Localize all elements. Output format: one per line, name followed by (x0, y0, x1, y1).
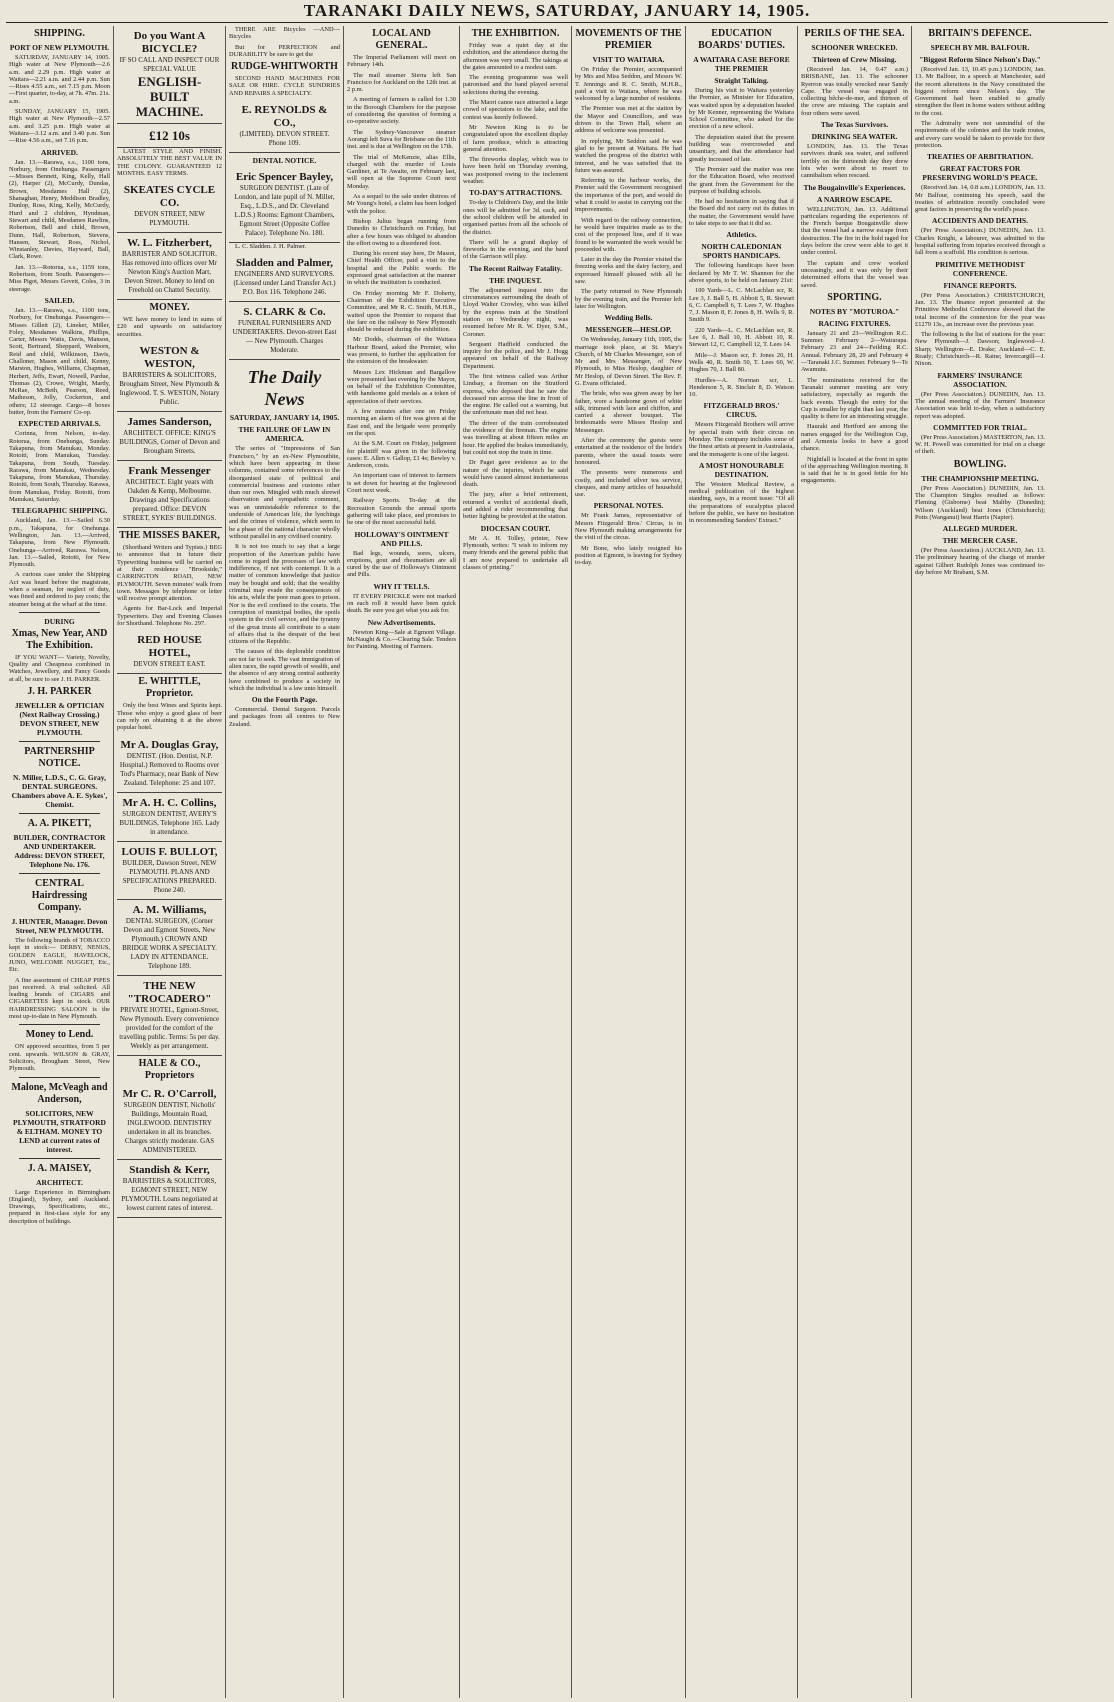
advertisement (117, 233, 222, 300)
headline: CENTRAL Hairdressing Company. (31, 878, 88, 914)
masthead-rule (6, 22, 1108, 23)
article-paragraph: Railway Sports. To-day at the Recreation Grounds the annual sports gathering will take place, and promises to be one of the most successful held. (347, 497, 456, 527)
advertisement-body: BARRISTER AND SOLICITOR. Has removed into offices over Mr Newton King's Auction Mart, Devon Street. Money to lend on Freehold on Chattel Security. (122, 250, 217, 295)
article-paragraph: L. C. Sladden. J. H. Palmer. (235, 243, 307, 251)
headline: J. H. PARKER (27, 686, 92, 698)
subheadline: "Biggest Reform Since Nelson's Day." (919, 55, 1041, 64)
subheadline: SCHOONER WRECKED. (811, 43, 898, 52)
advertisement-body: ARCHITECT. OFFICE: KING'S BUILDINGS, Corner of Devon and Brougham Streets. (119, 429, 220, 456)
article-paragraph: The adjourned inquest into the circumstances surrounding the death of Lloyd Walter Crowley, who was killed by the express train at the Stratford station on Wednesday night, was resumed before Mr R. W. Dyer, S.M., Coroner. (463, 286, 568, 338)
column-6 (572, 26, 686, 1698)
column-divider (19, 873, 100, 874)
advertisement (117, 1160, 222, 1218)
headline: LOCAL AND GENERAL. (372, 28, 431, 51)
advertisement-body: BARRISTERS & SOLICITORS, Brougham Street, New Plymouth & Inglewood. T. S. WESTON, Notary Public. (119, 371, 220, 407)
subheadline: NOTES BY "MOTUROA." (809, 306, 900, 316)
article-paragraph: The mail steamer Sierra left San Francisco for Auckland on the 12th inst. at 2 p.m. (347, 71, 456, 94)
subheadline: COMMITTED FOR TRIAL. (933, 422, 1027, 432)
article-paragraph: WE have money to lend in sums of £20 and upwards on satisfactory securities. (117, 316, 222, 338)
article-paragraph: SATURDAY, JANUARY 14, 1905. High water at New Plymouth—2.6 a.m. and 2.29 p.m. High water at Waitara—2.21 a.m. and 2.44 p.m. Sun—Rises 4.55 a.m., set 7.15 p.m. Moon—First quarter, to-day, at 7h. 47m. 21s. a.m. (9, 54, 110, 105)
advertisement-heading: SKEATES CYCLE CO. (123, 184, 216, 210)
article-paragraph: LATEST STYLE AND FINISH. ABSOLUTELY THE BEST VALUE IN THE COLONY. GUARANTEED 12 MONTHS. EASY TERMS. (117, 148, 222, 177)
column-divider (19, 741, 100, 742)
article-paragraph: The evening programme was well patronised and the band played several selections during the evening. (463, 74, 568, 96)
article-paragraph: The fireworks display, which was to have been held on Thursday evening, was postponed owing to the inclement weather. (463, 156, 568, 186)
article-paragraph: To-day is Children's Day, and the little ones will be admitted for 3d. each, and the school children will be attended in organised parties from all the schools of the district. (463, 199, 568, 236)
headline: Malone, McVeagh and Anderson, (11, 1081, 108, 1105)
subheadline: ARCHITECT. (36, 1177, 83, 1187)
column-divider (19, 1158, 100, 1159)
article-paragraph: Mr A. H. Tolley, printer, New Plymouth, writes: "I wish to inform my many friends and the general public that I am now prepared to undertake all classes of printing." (463, 534, 568, 571)
article-paragraph: The first witness called was Arthur Lindsay, a fireman on the Stratford express, who deposed that he saw the deceased run across the line in front of the engine. He called out a warning, but the unfortunate man did not hear. (463, 372, 568, 417)
subheadline: EXPECTED ARRIVALS. (18, 419, 101, 429)
headline: Money to Lend. (25, 1029, 94, 1041)
article-paragraph: The series of "Impressions of San Francisco," by an ex-New Plymouthite, which have been appearing in these columns, contained some references to the disorganised state of political and commercial business and customs other than our own. Mingled with much shrewd observation and sympathetic comment, was an unmistakable reference to the underside of American life, the lynchings and the crimes of violence, which seem to be a phase of the national character wholly without parallel in any civilised country. (229, 445, 340, 540)
advertisement (117, 842, 222, 900)
article-paragraph: Only the best Wines and Spirits kept. Those who enjoy a good glass of beer can rely on obtaining it at the above popular hotel. (117, 702, 222, 732)
advertisement (229, 167, 340, 243)
columns-container (6, 26, 1108, 1698)
subheadline: On the Fourth Page. (251, 695, 318, 705)
advertisement-heading: Frank Messenger (128, 465, 211, 478)
advertisement-heading: £12 10s (149, 128, 190, 143)
advertisement-heading: Mr A. H. C. Collins, (122, 796, 217, 809)
article-paragraph: The trial of McKenzie, alias Ellis, charged with the murder of Louis Gardiner, at Te Awaite, on February last, will open at the Supreme Court next Monday. (347, 153, 456, 190)
advertisement (117, 461, 222, 528)
advertisement-body: BARRISTERS & SOLICITORS, EGMONT STREET, NEW PLYMOUTH. Loans negotiated at lowest current rates of interest. (121, 1176, 218, 1212)
article-paragraph: (Per Press Association.) DUNEDIN, Jan. 13. The annual meeting of the Farmers' Insurance Association was held to-day, when a satisfactory report was adopted. (915, 390, 1045, 420)
article-paragraph: A meeting of farmers is called for 1.30 in the Borough Chambers for the purpose of considering the question of forming a co-operative society. (347, 96, 456, 126)
advertisement-body: SURGEON DENTIST, AVERY'S BUILDINGS, Telephone 165. Lady in attendance. (119, 809, 220, 836)
subheadline: PORT OF NEW PLYMOUTH. (9, 43, 110, 52)
subheadline: Wedding Bells. (604, 313, 653, 323)
headline: E. WHITTLE, Proprietor. (138, 676, 201, 700)
subheadline: TREATIES OF ARBITRATION. (927, 152, 1033, 162)
column-3 (226, 26, 344, 1698)
subheadline: The Texas Survivors. (820, 120, 889, 130)
headline: MOVEMENTS OF THE PREMIER (575, 28, 682, 51)
subheadline: GREAT FACTORS FOR PRESERVING WORLD'S PEACE. (922, 164, 1038, 183)
advertisement (229, 302, 340, 360)
advertisement-heading: Sladden and Palmer, (235, 257, 334, 270)
article-paragraph: In replying, Mr Seddon said he was glad to be present at Waitara. He had watched the progress of the district with interest, and he was satisfied that its future was assured. (575, 137, 682, 174)
subheadline: SAILED. (44, 295, 75, 305)
advertisement (117, 735, 222, 793)
article-paragraph: Auckland, Jan. 13.—Sailed 6.30 p.m., Takapuna, for Onehunga. Wellington, Jan. 13.—Arrived, Takapuna, from New Plymouth. Onehunga—Arrived, Rarawa. Nelson, Jan. 13.—Sailed, Rotoiti, for New Plymouth. (9, 517, 110, 569)
article-paragraph: Large Experience in Birmingham (England), Sydney, and Auckland. Drawings, Specifications, etc., prepared in first-class style for any description of buildings. (9, 1188, 110, 1225)
advertisement (117, 26, 222, 124)
column-divider (19, 1024, 100, 1025)
article-paragraph: After the ceremony the guests were entertained at the residence of the bride's parents, where the usual toasts were honoured. (575, 437, 682, 466)
article-paragraph: There will be a grand display of fireworks in the evening, and the band of the Garrison will play. (463, 238, 568, 261)
column-divider (19, 612, 100, 613)
column-8 (798, 26, 912, 1698)
article-paragraph: Corinna, from Nelson, to-day. Rotorua, from Onehunga, Sunday. Takapuna, from Manukau, Monday. Rotoiti, from Manukau, Tuesday. Takapuna, from South, Tuesday. Rarawa, from Manukau, Wednesday. Takapuna, from Manukau, Thursday. Rotoiti, from South, Thursday. Rarawa, from Manukau, Friday. Rotoiti, from Manukau, Saturday. (9, 430, 110, 504)
article-paragraph: Bad legs, wounds, sores, ulcers, eruptions, gout and rheumatism are all cured by the use of Holloway's Ointment and Pills. (347, 549, 456, 579)
article-paragraph: Later in the day the Premier visited the freezing works and the dairy factory, and expressed himself pleased with all he saw. (575, 256, 682, 286)
subheadline: A MOST HONOURABLE DESTINATION. (699, 460, 784, 479)
article-paragraph: The presents were numerous and costly, and included silver tea service, cheques, and many articles of household use. (575, 469, 682, 499)
article-paragraph: A fine assortment of CHEAP PIPES just received. A trial solicited. All leading brands of CIGARS and CIGARETTES kept in stock. OUR HAIRDRESSING SALOON is the most up-to-date in New Plymouth. (9, 976, 110, 1021)
advertisement-heading: W. L. Fitzherbert, (127, 237, 212, 250)
article-paragraph: Dr Paget gave evidence as to the nature of the injuries, which he said would have caused almost instantaneous death. (463, 459, 568, 489)
column-divider (19, 1077, 100, 1078)
column-2 (114, 26, 226, 1698)
subheadline: THE INQUEST. (489, 275, 542, 285)
headline: PARTNERSHIP NOTICE. (24, 746, 95, 770)
subheadline: VISIT TO WAITARA. (592, 55, 665, 64)
advertisement-body: (LIMITED). DEVON STREET. Phone 109. (239, 130, 330, 148)
subheadline: TO-DAY'S ATTRACTIONS. (469, 188, 562, 198)
subheadline: SATURDAY, JANUARY 14, 1905. (229, 413, 340, 423)
subheadline: FINANCE REPORTS. (943, 280, 1017, 290)
advertisement-heading: RED HOUSE HOTEL, (137, 634, 202, 660)
article-paragraph: (Received Jan. 14, 0.8 a.m.) LONDON, Jan. 13. Mr Balfour, continuing his speech, said the treaties of arbitration recently concluded were great factors in preserving the world's peace. (915, 184, 1045, 214)
subheadline: NORTH CALEDONIAN SPORTS HANDICAPS. (701, 242, 782, 261)
advertisement (229, 253, 340, 302)
advertisement-body: FUNERAL FURNISHERS AND UNDERTAKERS. Devon-street East — New Plymouth. Charges Moderate. (232, 319, 337, 355)
subheadline: Thirteen of Crew Missing. (812, 55, 897, 64)
headline: SHIPPING. (34, 28, 85, 39)
advertisement-body: ARCHITECT. Eight years with Oakden & Kemp, Melbourne. Drawings and Specifications prepared. Office: DEVON STREET, SYKES' BUILDINGS. (122, 478, 217, 523)
subheadline: New Advertisements. (367, 617, 436, 627)
advertisement-heading: Mr A. Douglas Gray, (120, 738, 219, 751)
article-paragraph: Mr Dodds, chairman of the Waitara Harbour Board, asked the Premier, who was present, to further the application for the extension of the breakwater. (347, 336, 456, 366)
article-paragraph: SUNDAY, JANUARY 15, 1905. High water at New Plymouth—2.57 a.m. and 3.25 p.m. High water at Waitara—3.12 a.m. and 3.40 p.m. Sun—Rise 4.56 a.m., set 7.16 p.m. (9, 108, 110, 145)
advertisement-body: DEVON STREET, NEW PLYMOUTH. (134, 210, 205, 228)
subheadline: DRINKING SEA WATER. (811, 132, 898, 142)
article-paragraph: Mr Frank James, representative of Messrs Fitzgerald Bros.' Circus, is in New Plymouth making arrangements for the visit of the circus. (575, 512, 682, 542)
subheadline: TELEGRAPHIC SHIPPING. (11, 506, 108, 516)
advertisement-heading: Mr C. R. O'Carroll, (122, 1087, 217, 1100)
article-paragraph: The Admiralty were not unmindful of the requirements of the colonies and the trade routes, and every care would be taken to provide for their protection. (915, 120, 1045, 149)
article-paragraph: The Western Medical Review, a medical publication of the highest standing, says, in a recent issue: "Of all the preparations of eucalyptus placed before the public, we have no hesitation in recommending Sanders' Extract." (689, 480, 794, 525)
headline: PERILS OF THE SEA. (804, 28, 905, 39)
advertisement (117, 412, 222, 461)
subheadline: The Recent Railway Fatality. (469, 263, 562, 273)
headline: BRITAIN'S DEFENCE. (928, 28, 1032, 39)
headline: BOWLING. (953, 458, 1007, 470)
article-paragraph: The driver of the train corroborated the evidence of the fireman. The engine was travelling at about fifteen miles an hour. He applied the brakes immediately, but could not stop the train in time. (463, 419, 568, 456)
subheadline: Straight Talking. (714, 76, 769, 85)
article-paragraph: On Friday morning Mr F. Doherty, Chairman of the Exhibition Executive Committee, and Mr R. C. Smith, M.H.R., waited upon the Premier to request that the fare on the railway to New Plymouth should be reduced during the exhibition. (347, 289, 456, 334)
advertisement-body: SURGEON DENTIST, Nicholls' Buildings, Mountain Road, INGLEWOOD. DENTISTRY undertaken in all its branches. Charges strictly moderate. GAS ADMINISTERED. (123, 1100, 216, 1154)
subheadline: The Bougainville's Experiences. (803, 182, 906, 192)
advertisement-body: IF SO CALL AND INSPECT OUR SPECIAL VALUE (119, 56, 220, 73)
masthead: TARANAKI DAILY NEWS, SATURDAY, JANUARY 14, 1905. (303, 1, 811, 20)
article-paragraph: An important case of interest to farmers is set down for hearing at the Inglewood Court next week. (347, 472, 456, 495)
article-paragraph: The captain and crew worked unceasingly, and it was only by their determined efforts that the vessel was saved. (801, 259, 908, 289)
advertisement-body: ENGINEERS AND SURVEYORS. (Licensed under Land Transfer Act.) P.O. Box 116. Telephone 246. (233, 270, 336, 297)
headline: RUDGE-WHITWORTH (231, 61, 338, 73)
article-paragraph: (Shorthand Writers and Typists.) BEG to announce that in future their Typewriting business will be carried on at their residence "Brookside," CARRINGTON ROAD, NEW PLYMOUTH. Seven minutes' walk from town. Messages by telephone or letter will receive prompt attention. (117, 544, 222, 603)
article-paragraph: The jury, after a brief retirement, returned a verdict of accidental death, and added a rider recommending that better lighting be provided at the station. (463, 491, 568, 521)
advertisement (117, 1084, 222, 1160)
advertisement (117, 124, 222, 148)
article-paragraph: LONDON, Jan. 13. The Texas survivors drank sea water, and suffered terribly on the thirteenth day they drew lots who were about to resort to cannibalism when rescued. (801, 143, 908, 180)
advertisement-heading: Eric Spencer Bayley, (235, 171, 334, 184)
subheadline: HOLLOWAY'S OINTMENT AND PILLS. (354, 529, 449, 548)
article-paragraph: (Per Press Association.) CHRISTCHURCH, Jan. 13. The finance report presented at the Primitive Methodist Conference showed that the total income of the connexion for the year was £1279 13s., an increase over the previous year. (915, 291, 1045, 328)
advertisement (117, 900, 222, 976)
headline: Xmas, New Year, AND The Exhibition. (11, 627, 108, 651)
subheadline: ACCIDENTS AND DEATHS. (932, 216, 1028, 226)
subheadline: FITZGERALD BROS.' CIRCUS. (703, 401, 780, 420)
article-paragraph: Jan. 13.—Rotorua, s.s., 1159 tons, Robertson, from South. Passengers—Miss Pigot, Messrs Govett, Coles, 3 in steerage. (9, 263, 110, 293)
column-9 (912, 26, 1048, 1698)
advertisement-heading: E. REYNOLDS & CO., (241, 104, 328, 130)
article-paragraph: During his visit to Waitara yesterday the Premier, as Minister for Education, was waited upon by a deputation headed by Mr Kenner, representing the Waitara School Committee, who asked for the erection of a new school. (689, 87, 794, 131)
advertisement-heading: James Sanderson, (127, 416, 212, 429)
headline: SPORTING. (827, 291, 882, 303)
advertisement-heading: A. M. Williams, (132, 903, 207, 916)
article-paragraph: Hurdles—A. Norman scr, L. Henderson 5, R. Sinclair 8, D. Watson 10. (689, 376, 794, 399)
article-paragraph: As a sequel to the sale under distress of Mr Young's hotel, a claim has been lodged with the police. (347, 193, 456, 215)
article-paragraph: The following is the list of stations for the year: New Plymouth—J. Dawson; Inglewood—J. Sharp; Wellington—E. Drake; Auckland—C. E. Ready; Christchurch—R. Raine; Invercargill—J. Nixon. (915, 331, 1045, 368)
advertisement (117, 180, 222, 233)
article-paragraph: THERE ARE Bicycles —AND— Bicycles (229, 26, 340, 41)
article-paragraph: Jan. 13.—Rarawa, s.s., 1100 tons, Norbury, from Onehunga. Passengers—Misses Bennett, King, Kelly, Hall (2), Harper (2), McCurdy, Dundas, Brown, Mesdames Hall (2), Shanaghan, Henry, Meddison Bradley, Dunlop, Ross, King, Kelly, McCurdy, Hurd and 2 children, Hyndman, Stewart and child, Mesdames Rawlins, Robertson, Bell and child, Brown, Dunn, Hall, Robertson, Stevens, Hansen, Stewart, Ross, Nichol, Winstanley, Davies, Hayward, Ball, Clark, Rowe. (9, 158, 110, 261)
article-paragraph: Agents for Bar-Lock and Imperial Typewriters. Day and Evening Classes for Shorthand. Telephone No. 297. (117, 605, 222, 628)
article-paragraph: The Imperial Parliament will meet on February 14th. (347, 54, 456, 69)
subheadline: PRIMITIVE METHODIST CONFERENCE. (935, 259, 1025, 278)
headline: MONEY. (149, 302, 190, 314)
advertisement-body: SURGEON DENTIST. (Late of London, and late pupil of N. Miller, Esq., L.D.S., and Dr. Cleveland L.D.S.) Rooms: Egmont Chambers, Egmont Street (Opposite Coffee Palace). Telephone No. 180. (234, 184, 335, 238)
advertisement-heading: Standish & Kerr, (129, 1163, 210, 1176)
article-paragraph: (Per Press Association.) AUCKLAND, Jan. 13. The preliminary hearing of the charge of murder against Gilbert Rudolph Jones was continued to-day before Mr Brabant, S.M. (915, 547, 1045, 577)
advertisement (117, 793, 222, 842)
subheadline: ARRIVED. (41, 147, 78, 157)
headline: THE EXHIBITION. (471, 28, 560, 39)
article-paragraph: January 21 and 23—Wellington R.C. Summer. February 2—Wairarapa. February 23 and 24—Feilding R.C. Annual. February 28, 29 and February 4—Taranaki J.C. Summer. February 9—Te Awamutu. (801, 329, 908, 374)
subheadline: A NARROW ESCAPE. (816, 194, 893, 204)
article-paragraph: IF YOU WANT— Variety, Novelty, Quality and Cheapness combined in Watches, Jewellery, and Fancy Goods at all, be sure to see J. H. PARKER. (9, 653, 110, 683)
article-paragraph: Newton King—Sale at Egmont Village. McNaught & Co.—Clearing Sale. Tenders for Painting. Meeting of Farmers. (347, 628, 456, 651)
article-paragraph: The Sydney-Vancouver steamer Aorangi left Suva for Brisbane on the 11th inst. and is due at Wellington on the 17th. (347, 128, 456, 151)
article-paragraph: The causes of this deplorable condition are not far to seek. The vast immigration of alien races, the rapid growth of wealth, and the absence of any strong central authority have combined to produce a society in which the individual is a law unto himself. (229, 648, 340, 692)
advertisement-heading: S. CLARK & Co. (243, 306, 326, 319)
article-paragraph: The deputation stated that the present building was overcrowded and unsanitary, and that the attendance had greatly increased of late. (689, 133, 794, 163)
subheadline: THE FAILURE OF LAW IN AMERICA. (238, 425, 331, 444)
subheadline: N. Miller, L.D.S., C. G. Gray, DENTAL SURGEONS. Chambers above A. E. Sykes', Chemist. (11, 773, 108, 810)
advertisement-heading: ENGLISH-BUILT MACHINE. (135, 74, 204, 119)
subheadline: SOLICITORS, NEW PLYMOUTH, STRATFORD & ELTHAM. MONEY TO LEND at current rates of interest. (13, 1108, 106, 1154)
advertisement-body: PRIVATE HOTEL, Egmont-Street, New Plymouth. Every convenience provided for the comfort of the travelling public. Terms: 5s per day. Weekly as per arrangement. (119, 1005, 220, 1050)
subheadline: MESSENGER—HESLOP. (585, 325, 672, 335)
article-paragraph: IT EVERY PRICKLE were not marked on each roll it would have been quick death. Be sure you get what you ask for. (347, 592, 456, 615)
article-paragraph: The Premier was met at the station by the Mayor and Councillors, and was driven to the Town Hall, where an address of welcome was presented. (575, 105, 682, 135)
advertisement-body: DENTIST. (Hon. Dentist, N.P. Hospital.) Removed to Rooms over Tod's Pharmacy, near Bank of New Zealand. Telephone: 25 and 107. (119, 751, 220, 787)
subheadline: DENTAL NOTICE. (252, 156, 317, 166)
subheadline: DURING (44, 616, 75, 626)
advertisement (117, 976, 222, 1056)
article-paragraph: SECOND HAND MACHINES FOR SALE OR HIRE. CYCLE SUNDRIES AND REPAIRS A SPECIALTY. (229, 75, 340, 97)
article-paragraph: Nightfall is located at the front in spite of the approaching Wellington meeting. It is said that he is in good fettle for his engagements. (801, 455, 908, 485)
subheadline: ALLEGED MURDER. (942, 524, 1018, 534)
article-paragraph: Messrs Fitzgerald Brothers will arrive by special train with their circus on Monday. The company includes some of the finest artists at present in Australasia, and the menagerie is one of the largest. (689, 421, 794, 458)
article-paragraph: WELLINGTON, Jan. 13. Additional particulars regarding the experiences of the French barque Bougainville show that the vessel had a narrow escape from destruction. The fire in the hold raged for days before the crew were able to get it under control. (801, 205, 908, 257)
advertisement-body: DEVON STREET EAST. (133, 660, 206, 669)
article-paragraph: With regard to the railway connection, he would have inquiries made as to the cost of the proposed line, and if it was found to be warranted the work would be proceeded with. (575, 216, 682, 253)
advertisement (229, 100, 340, 153)
headline: J. A. MAISEY, (27, 1162, 92, 1174)
column-5 (460, 26, 572, 1698)
article-paragraph: Mr Bone, who lately resigned his position at Egmont, is leaving for Sydney to-day. (575, 544, 682, 567)
headline: THE MISSES BAKER, (119, 530, 220, 542)
article-paragraph: Hauraki and Hertford are among the names engaged for the Wellington Cup, and Armenia looks to have a good chance. (801, 423, 908, 453)
article-paragraph: Jan. 13.—Rarawa, s.s., 1100 tons, Norbury, for Onehunga. Passengers—Misses Gillett (2), Lineker, Miller, Foley, Mesdames Walkins, Phillips, Carter, Messrs Watts, Davis, Manson, Scott, Bertrand, Sheppard, Wenborn, Reid and child, Wilkinson, Davis, Challoner, Mason and child, Kenny, Marston, Hughes, Williams, Chapman, Herbert, Jeffs, Ewart, Nowell, Pardue, Thomas (2), Crowe, Wright, Mardy, McRae, McBeth, Pearson, Reed, Matheson, Jolly, Cockerton, and others; 12 steerage. Cargo—8 boxes butter, from the Farmers' Co-op. (9, 306, 110, 417)
advertisement (117, 630, 222, 674)
subheadline: THE CHAMPIONSHIP MEETING. (921, 473, 1039, 483)
article-paragraph: It is not too much to say that a large proportion of the American public have come to regard the processes of law with indifference, if not with contempt. It is a matter of common knowledge that justice may be bought and sold; that the wealthy criminal may evade the consequences of his acts, while the poor man goes to prison. Nor is the evil confined to the courts. The corruption of municipal bodies, the spoils system in the civil service, and the tyranny of the great trusts all contribute to a state of affairs that is the despair of the best citizens of the Republic. (229, 543, 340, 646)
article-paragraph: 100 Yards—L. C. McLachlan scr, R. Lee 3, J. Ball 5, H. Abbott 5, R. Stewart 6, C. Campbell 6, T. Lees 7, W. Hughes 7, J. Mason 8, F. Jones 8, H. Wells 9, R. Smith 9. (689, 287, 794, 324)
article-paragraph: The following brands of TOBACCO kept in stock:— DERBY, NENUS, GOLDEN EAGLE, HAVELOCK, JUNO, WELCOME NUGGET, Etc., Etc. (9, 937, 110, 974)
article-paragraph: The party returned to New Plymouth by the evening train, and the Premier left later for Wellington. (575, 288, 682, 310)
article-paragraph: Bishop Julius began running from Dunedin to Christchurch on Friday, but after a few hours was obliged to abandon the effort owing to a disordered foot. (347, 217, 456, 247)
article-paragraph: (Per Press Association.) DUNEDIN, Jan. 13. The Champion Singles resulted as follows: Fleming (Gisborne) beat Maltby (Dunedin); Wilson (Auckland) beat Jones (Christchurch); Potts (Wanganui) beat Harris (Napier). (915, 484, 1045, 521)
article-paragraph: On Wednesday, January 11th, 1905, the marriage took place, at St. Mary's Church, of Mr Charles Messenger, son of Mr and Mrs Messenger, of New Plymouth, to Miss Heslop, daughter of Mr Heslop, of Devon Street. The Rev. F. G. Evans officiated. (575, 336, 682, 387)
advertisement-heading: WESTON & WESTON, (139, 345, 200, 371)
article-paragraph: A curious case under the Shipping Act was heard before the magistrate, when a seaman, for neglect of duty, was fined and ordered to pay costs; the steamer being at the wharf at the time. (9, 571, 110, 608)
advertisement-body: BUILDER, Dawson Street, NEW PLYMOUTH. PLANS AND SPECIFICATIONS PREPARED. Phone 240. (122, 858, 217, 894)
headline: EDUCATION BOARDS' DUTIES. (698, 28, 785, 51)
subheadline: SPEECH BY MR. BALFOUR. (930, 43, 1030, 52)
subheadline: WHY IT TELLS. (373, 581, 430, 591)
headline: A. A. PIKETT, (27, 818, 92, 830)
article-paragraph: The Maori canoe race attracted a large crowd of spectators to the lake, and the contest was keenly followed. (463, 99, 568, 121)
article-paragraph: Mile—J. Mason scr, F. Jones 20, H. Wells 40, R. Smith 50, T. Lees 60, W. Hughes 70, J. Ball 80. (689, 351, 794, 374)
subheadline: FARMERS' INSURANCE ASSOCIATION. (937, 370, 1023, 389)
article-paragraph: ON approved securities, from 5 per cent. upwards. WILSON & GRAY, Solicitors, Brougham Street, New Plymouth. (9, 1043, 110, 1073)
subheadline: THE MERCER CASE. (942, 536, 1018, 546)
article-paragraph: The following handicaps have been declared by Mr T. W. Shannon for the above sports, to be held on January 21st: (689, 262, 794, 284)
article-paragraph: 220 Yards—L. C. McLachlan scr, R. Lee 6, J. Ball 10, H. Abbott 10, R. Stewart 12, C. Campbell 12, T. Lees 14. (689, 326, 794, 349)
subheadline: RACING FIXTURES. (818, 318, 891, 328)
subheadline: JEWELLER & OPTICIAN (Next Railway Crossing.) DEVON STREET, NEW PLYMOUTH. (14, 701, 105, 738)
advertisement-heading: THE NEW "TROCADERO" (127, 979, 212, 1005)
subheadline: PERSONAL NOTES. (593, 501, 664, 511)
subheadline: J. HUNTER, Manager. Devon Street, NEW PLYMOUTH. (11, 917, 108, 936)
advertisement-body: DENTAL SURGEON, (Corner Devon and Egmont Streets, New Plymouth.) CROWN AND BRIDGE WORK A SPECIALTY. LADY IN ATTENDANCE. Telephone 189. (122, 916, 217, 970)
subheadline: DIOCESAN COURT. (480, 523, 551, 533)
newspaper-nameplate: The Daily News (247, 367, 322, 410)
article-paragraph: Referring to the harbour works, the Premier said the Government recognised the importance of the port, and would do what it could to assist in carrying out the improvements. (575, 177, 682, 214)
article-paragraph: (Per Press Association.) MASTERTON, Jan. 13. W. H. Powell was committed for trial on a charge of theft. (915, 433, 1045, 456)
subheadline: BUILDER, CONTRACTOR AND UNDERTAKER. Address: DEVON STREET, Telephone No. 176. (13, 833, 106, 870)
subheadline: Athletics. (726, 230, 757, 240)
column-1 (6, 26, 114, 1698)
article-paragraph: Sergeant Hadfield conducted the inquiry for the police, and Mr J. Hogg appeared on behalf of the Railway Department. (463, 340, 568, 370)
column-4 (344, 26, 460, 1698)
advertisement-heading: Do you Want A BICYCLE? (133, 30, 206, 55)
article-paragraph: (Received Jan. 13, 10.45 p.m.) LONDON, Jan. 13. Mr Balfour, in a speech at Manchester, said the recent alterations in the Navy constituted the biggest reform since Nelson's day. The Government had been enabled to greatly strengthen the fleet in home waters without adding to the cost. (915, 66, 1045, 117)
subheadline: A WAITARA CASE BEFORE THE PREMIER (693, 55, 790, 73)
column-7 (686, 26, 798, 1698)
column-divider (19, 813, 100, 814)
article-paragraph: A few minutes after one on Friday morning an alarm of fire was given at the East end, and the brigade were promptly on the spot. (347, 408, 456, 437)
article-paragraph: The nominations received for the Taranaki summer meeting are very satisfactory, especially as regards the back events. Though the entry for the Cup is smaller by eight than last year, the quality is there for an interesting struggle. (801, 376, 909, 421)
article-paragraph: On Friday the Premier, accompanied by Mrs and Miss Seddon, and Messrs W. T. Jennings and R. C. Smith, M.H.R., paid a visit to Waitara, where he was welcomed by a large number of residents. (575, 66, 682, 103)
article-paragraph: At the S.M. Court on Friday, judgment for plaintiff was given in the following cases: E. Allen v. Gallop, £1 4s; Bewley v. Anderson, costs. (347, 440, 456, 470)
article-paragraph: He had no hesitation in saying that if the Board did not carry out its duties in the matter, the Government would have to take steps to see that it did so. (689, 198, 794, 228)
article-paragraph: The Premier said the matter was one for the Education Board, who received the grant from the Government for the purpose of building schools. (689, 165, 794, 195)
article-paragraph: Friday was a quiet day at the exhibition, and the attendance during the afternoon was very small. The takings at the gates amounted to a modest sum. (463, 42, 568, 71)
article-paragraph: During his recent stay here, Dr Mason, Chief Health Officer, paid a visit to the hospital and the Public wards. He expressed great satisfaction at the manner in which the institution is conducted. (347, 250, 456, 287)
article-paragraph: Messrs Lex Hickman and Bargallow were presented last evening by the Mayor, on behalf of the Exhibition Committee, with handsome gold medals as a token of appreciation of their services. (347, 368, 456, 405)
article-paragraph: (Per Press Association.) DUNEDIN, Jan. 13. Charles Knight, a labourer, was admitted to the hospital suffering from injuries received through a fall from a scaffold. His condition is serious. (915, 227, 1045, 257)
article-paragraph: Commercial. Dental Surgeon. Parcels and packages from all centres to New Zealand. (229, 706, 340, 728)
article-paragraph: Mr Newton King is to be congratulated upon the excellent display of farm produce, which is attracting general attention. (463, 123, 568, 153)
article-paragraph: But for PERFECTION and DURABILITY be sure to get the (229, 43, 340, 58)
headline: HALE & CO., Proprietors (138, 1057, 201, 1081)
advertisement (117, 341, 222, 412)
advertisement-heading: LOUIS F. BULLOT, (121, 845, 218, 858)
article-paragraph: (Received Jan. 14, 0.47 a.m.) BRISBANE, Jan. 13. The schooner Ryerron was totally wrecked near Sandy Cape. The vessel was engaged in collecting bêche-de-mer, and thirteen of the crew are missing. The captain and four others were saved. (801, 66, 908, 117)
article-paragraph: The bride, who was given away by her father, wore a handsome gown of white silk, trimmed with lace and chiffon, and carried a shower bouquet. The bridesmaids were Misses Heslop and Messenger. (575, 390, 682, 434)
